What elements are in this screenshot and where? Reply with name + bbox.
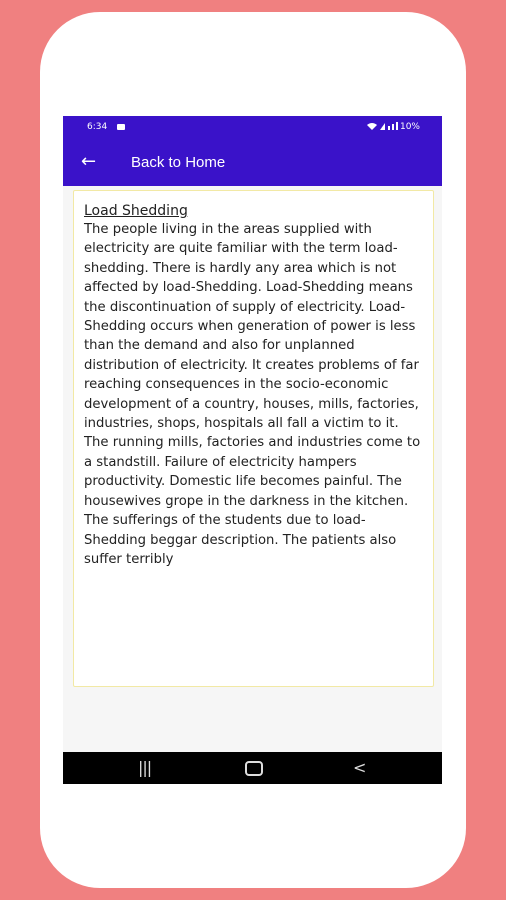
- content-area[interactable]: [63, 186, 442, 752]
- phone-screen: [63, 116, 442, 784]
- essay-body: The people living in the areas supplied with electricity are quite familiar with the term load-shedding. There is hardly any area which is not affected by load-Shedding. Load-Shedding means the discontinuation of supply of electricity. Load-Shedding occurs when generation of power is less than the demand and also for unplanned distribution of electricity. It creates problems of far reaching consequences in the socio-economic development of a country, houses, mills, factories, industries, shops, hospitals all fall a victim to it. The running mills, factories and industries come to a standstill. Failure of electricity hampers productivity. Domestic life becomes painful. The housewives grope in the darkness in the kitchen. The sufferings of the students due to load-Shedding beggar description. The patients also suffer terribly: [84, 222, 421, 567]
- battery-level: 10%: [399, 122, 420, 132]
- back-to-home-title[interactable]: Back to Home: [131, 154, 226, 171]
- essay-title: Load Shedding: [84, 203, 188, 219]
- essay-card: [73, 190, 434, 687]
- status-bar: [63, 116, 442, 140]
- back-arrow-icon[interactable]: ←: [81, 151, 97, 172]
- wifi-signal-icon: [366, 121, 400, 131]
- system-nav-bar: [63, 752, 442, 784]
- back-icon[interactable]: <: [353, 758, 367, 777]
- screen-record-icon: [117, 124, 125, 130]
- status-time: 6:34: [87, 122, 108, 132]
- recents-icon[interactable]: |||: [138, 758, 152, 777]
- signal-icons: [366, 121, 400, 134]
- home-icon[interactable]: [245, 761, 263, 776]
- app-bar: [63, 140, 442, 186]
